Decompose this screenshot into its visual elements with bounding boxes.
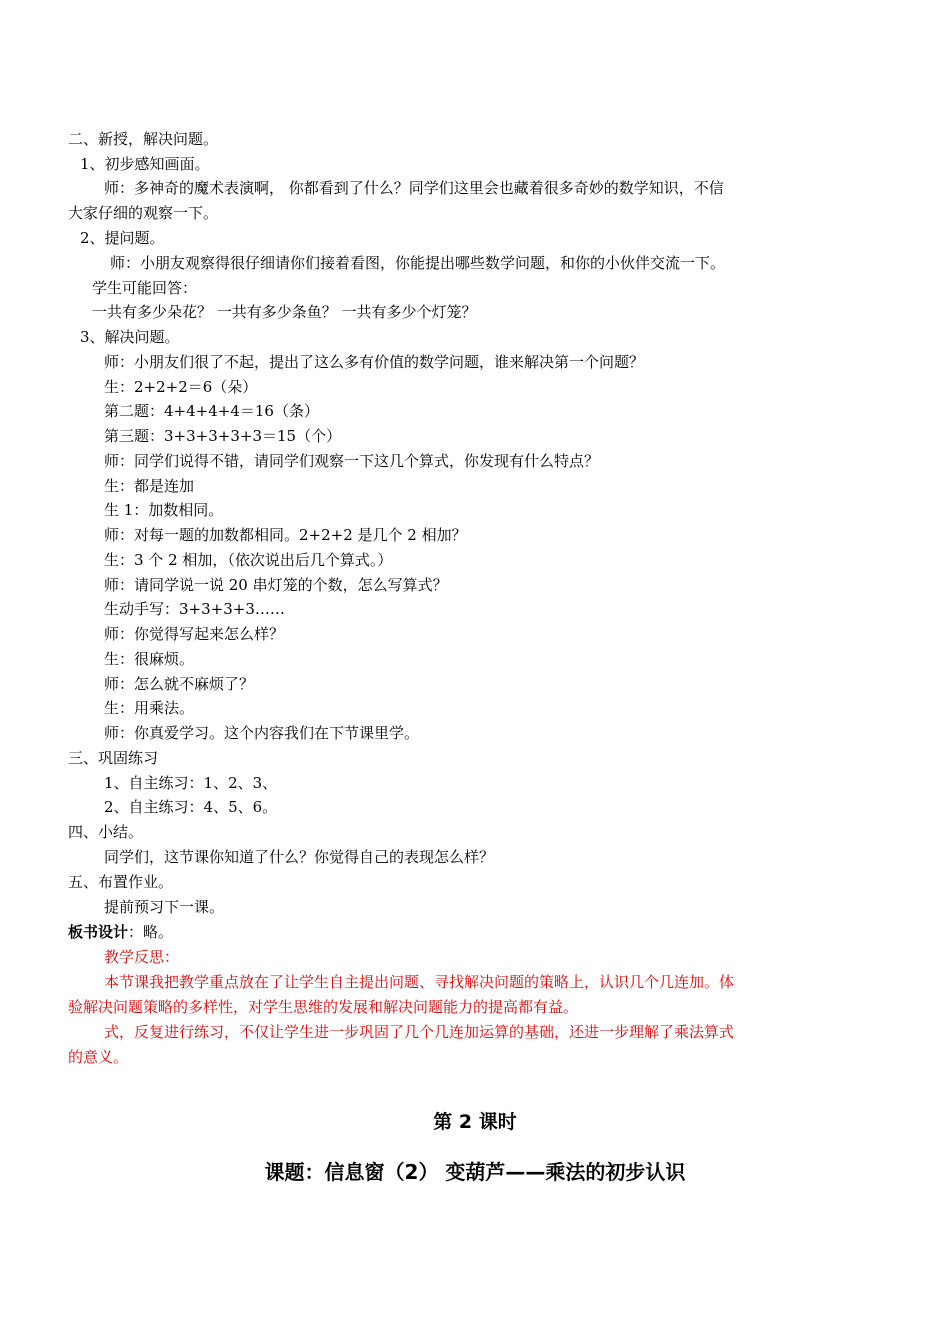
topic-title: 课题：信息窗（2） 变葫芦——乘法的初步认识: [264, 1160, 686, 1184]
board-design: [68, 922, 173, 942]
paragraph-line: 同学们，这节课你知道了什么？你觉得自己的表现怎么样？: [104, 848, 495, 866]
paragraph-line: 师：怎么就不麻烦了？: [104, 675, 255, 693]
board-design-label: 板书设计: [68, 923, 129, 941]
lesson-title: 第 2 课时: [433, 1111, 517, 1133]
paragraph-line: 生：3 个 2 相加，（依次说出后几个算式。）: [104, 551, 393, 569]
section-heading-new-lesson: 二、新授，解决问题。: [68, 130, 219, 148]
reflection-line: 验解决问题策略的多样性，对学生思维的发展和解决问题能力的提高都有益。: [68, 998, 579, 1016]
paragraph-line: 大家仔细的观察一下。: [68, 204, 219, 222]
paragraph-line: 师：你觉得写起来怎么样？: [104, 625, 285, 643]
paragraph-line: 生：都是连加: [104, 477, 195, 495]
paragraph-line: 师：请同学说一说 20 串灯笼的个数，怎么写算式？: [104, 576, 448, 594]
paragraph-line: 师：对每一题的加数都相同。2+2+2 是几个 2 相加？: [104, 526, 467, 544]
paragraph-line: 第三题：3+3+3+3+3＝15（个）: [104, 427, 342, 445]
paragraph-line: 师：多神奇的魔术表演啊， 你都看到了什么？同学们这里会也藏着很多奇妙的数学知识，不信: [104, 179, 724, 197]
paragraph-line: 师：同学们说得不错，请同学们观察一下这几个算式，你发现有什么特点？: [104, 452, 600, 470]
paragraph-line: 提前预习下一课。: [104, 898, 225, 916]
reflection-heading: 教学反思：: [104, 948, 180, 966]
paragraph-line: 学生可能回答：: [92, 279, 198, 297]
reflection-line: 本节课我把教学重点放在了让学生自主提出问题、寻找解决问题的策略上，认识几个几连加。体: [104, 973, 735, 991]
paragraph-line: 1、自主练习：1、2、3、: [104, 774, 278, 792]
subheading-solve: 3、解决问题。: [80, 328, 180, 346]
paragraph-line: 生：用乘法。: [104, 699, 195, 717]
paragraph-line: 2、自主练习：4、5、6。: [104, 798, 278, 816]
paragraph-line: 师：小朋友们很了不起，提出了这么多有价值的数学问题，谁来解决第一个问题？: [104, 353, 645, 371]
paragraph-line: 第二题：4+4+4+4＝16（条）: [104, 402, 319, 420]
paragraph-line: 师：小朋友观察得很仔细请你们接着看图，你能提出哪些数学问题，和你的小伙伴交流一下。: [110, 254, 726, 272]
section-heading-summary: 四、小结。: [68, 823, 144, 841]
board-design-value: ：略。: [128, 923, 174, 941]
section-heading-homework: 五、布置作业。: [68, 873, 174, 891]
paragraph-line: 一共有多少朵花？ 一共有多少条鱼？ 一共有多少个灯笼？: [92, 303, 477, 321]
paragraph-line: 师：你真爱学习。这个内容我们在下节课里学。: [104, 724, 420, 742]
reflection-line: 式，反复进行练习，不仅让学生进一步巩固了几个几连加运算的基础，还进一步理解了乘法算式: [104, 1023, 735, 1041]
subheading-ask: 2、提问题。: [80, 229, 165, 247]
paragraph-line: 生：2+2+2＝6（朵）: [104, 378, 258, 396]
reflection-line: 的意义。: [68, 1048, 129, 1066]
paragraph-line: 生：很麻烦。: [104, 650, 195, 668]
paragraph-line: 生动手写：3+3+3+3……: [104, 600, 285, 618]
section-heading-practice: 三、巩固练习: [68, 749, 159, 767]
subheading-perceive: 1、初步感知画面。: [80, 155, 210, 173]
paragraph-line: 生 1：加数相同。: [104, 501, 224, 519]
